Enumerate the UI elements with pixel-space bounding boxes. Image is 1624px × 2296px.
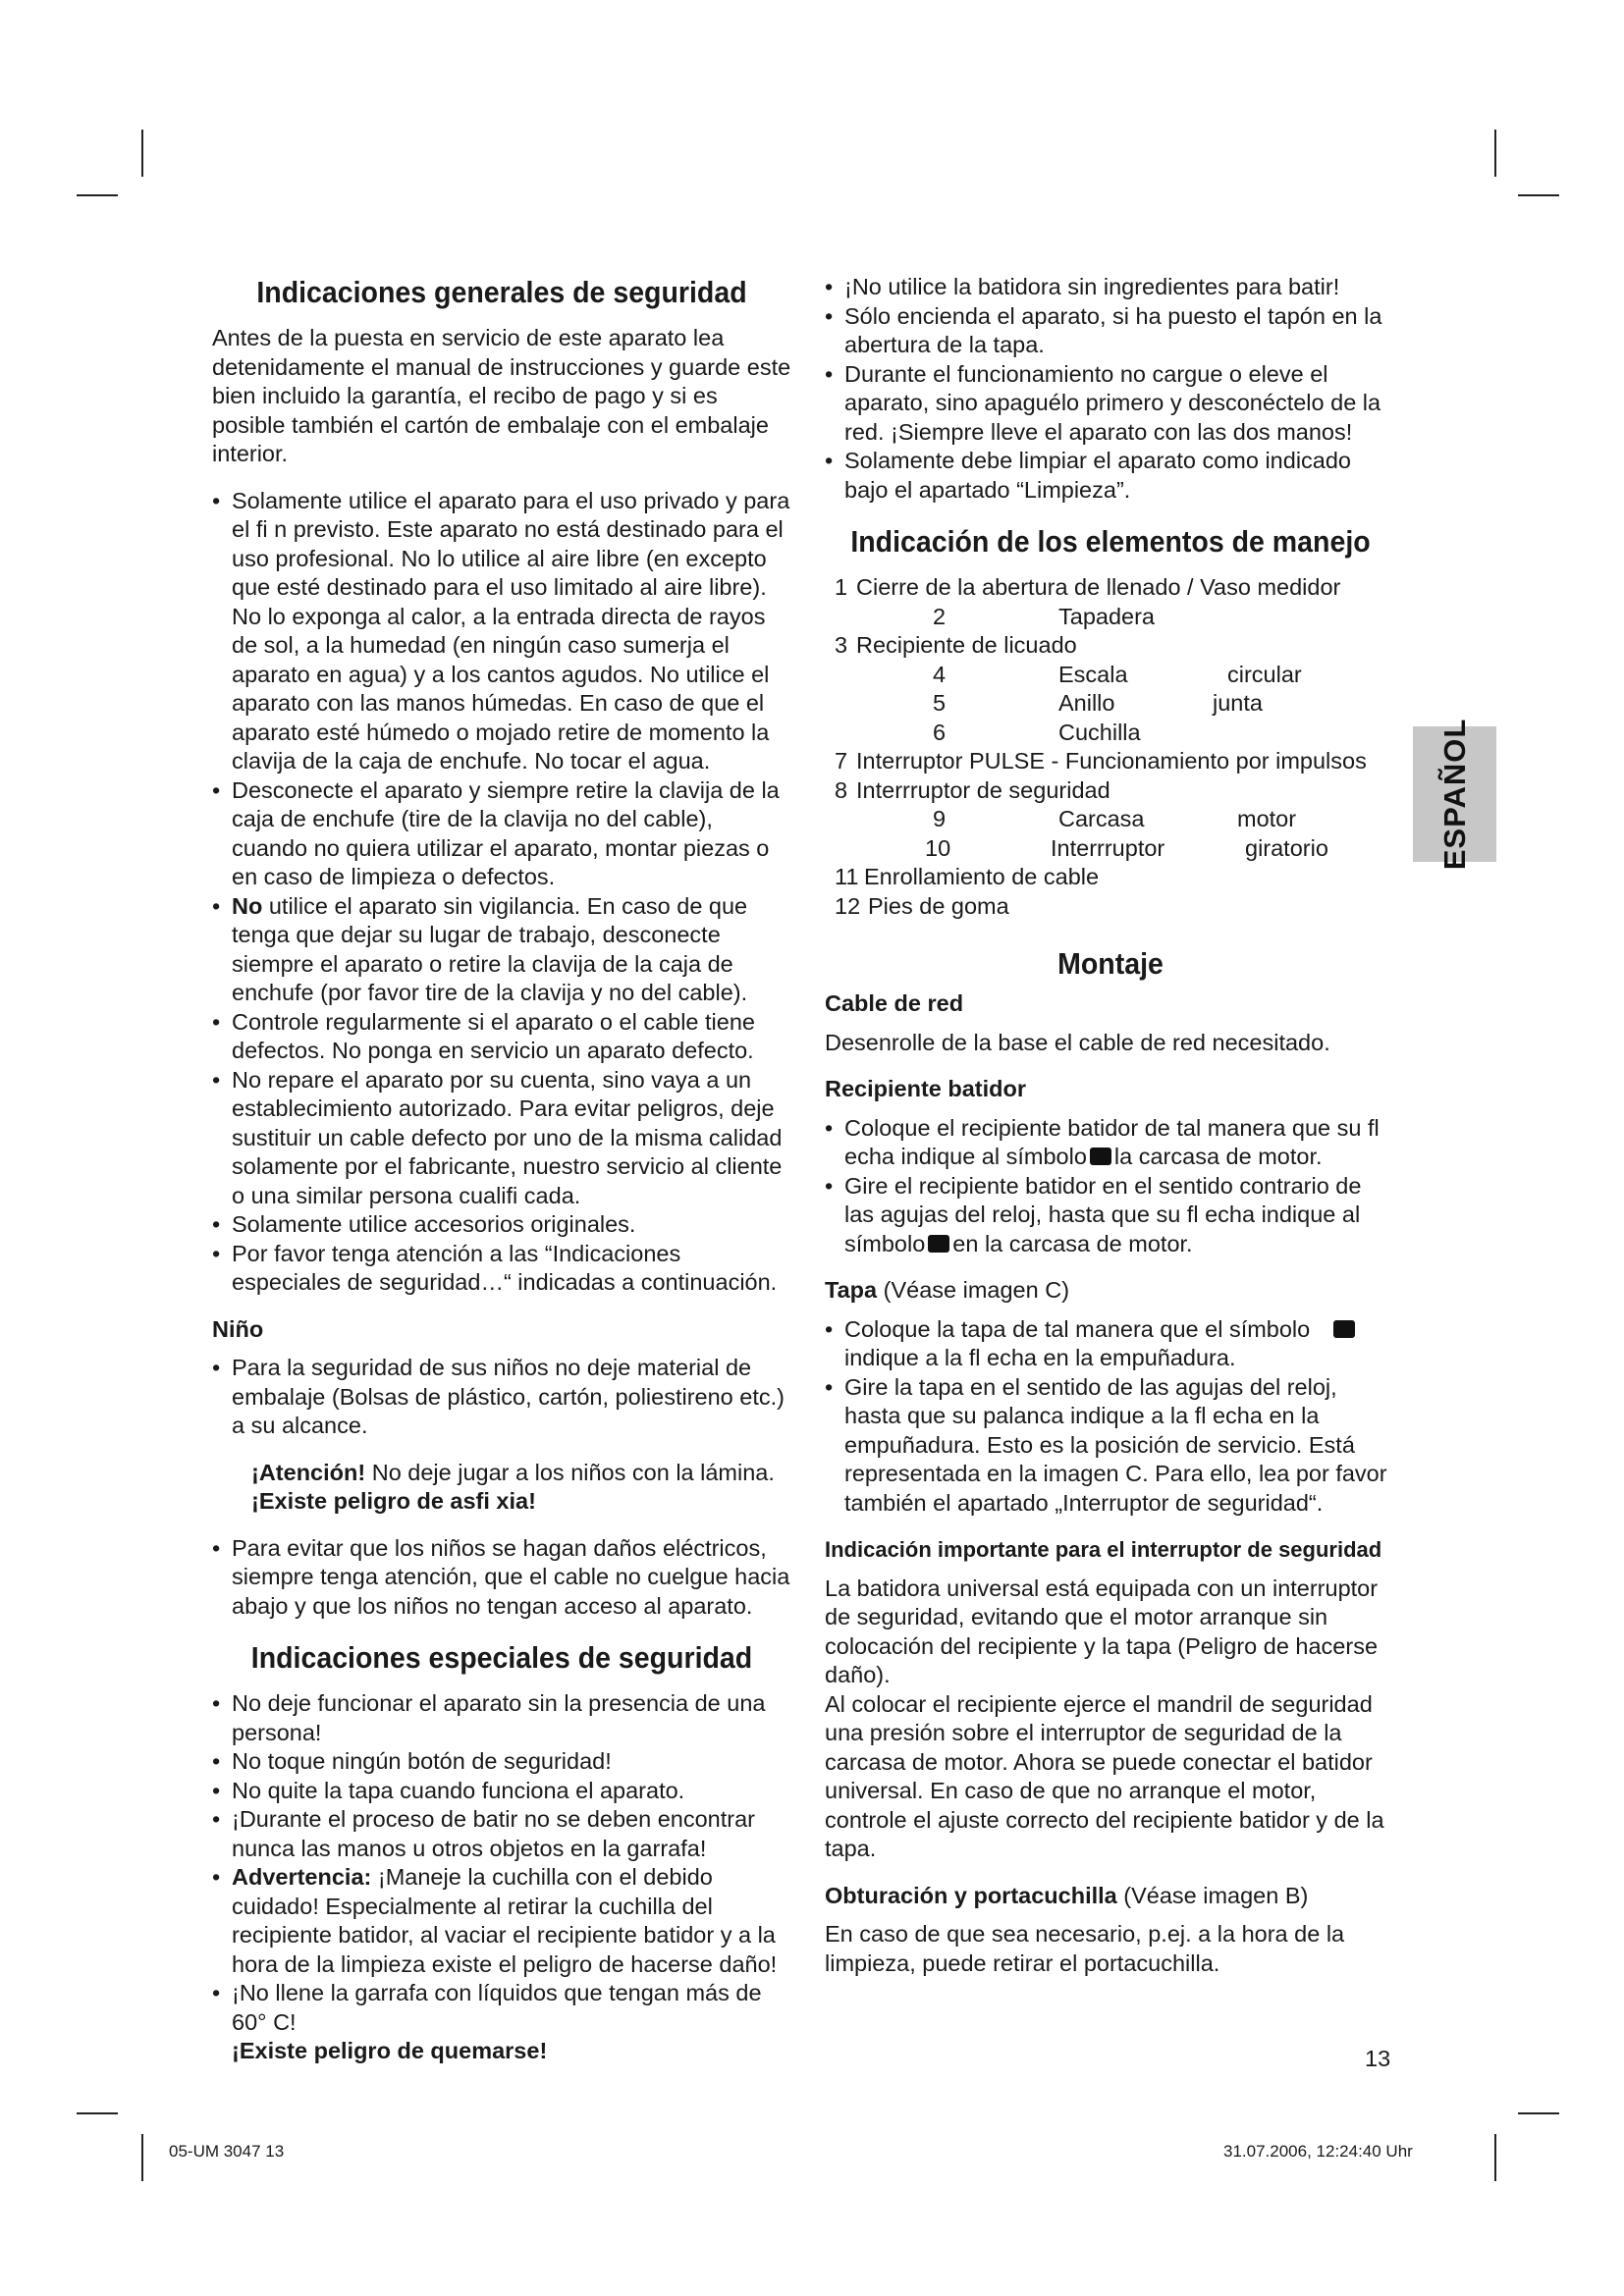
unlock-icon — [1090, 1148, 1111, 1165]
list-item: • Desconecte el aparato y siempre retire la clavija de la caja de enchufe (tire de la clavija no del cable), cuando no quiera utilizar el aparato, montar piezas o en caso de limpieza o defectos. — [212, 776, 791, 892]
cable-text: Desenrolle de la base el cable de red necesitado. — [825, 1029, 1330, 1055]
tapa-list — [825, 1315, 1396, 1519]
list-item: • ¡No utilice la batidora sin ingredientes para batir! — [825, 273, 1396, 302]
list-item: • Por favor tenga atención a las “Indicaciones especiales de seguridad…“ indicadas a continuación. — [212, 1240, 791, 1298]
list-item: • Para la seguridad de sus niños no deje material de embalaje (Bolsas de plástico, cartón, poliestireno etc.) a su alcance. — [212, 1354, 791, 1441]
bold-no: No — [232, 892, 263, 919]
list-item: • No repare el aparato por su cuenta, sino vaya a un establecimiento autorizado. Para evitar peligros, deje sustituir un cable defecto por uno de la misma calidad solamente por el fabricante, nuestro servicio al cliente o una similar persona cualifi cada. — [212, 1066, 791, 1211]
crop-mark — [1494, 2134, 1496, 2181]
special-safety-title: Indicaciones especiales de seguridad — [250, 1640, 753, 1675]
right-column — [825, 273, 1396, 1996]
child-list-2 — [212, 1534, 791, 1622]
crop-mark — [77, 194, 118, 196]
crop-mark — [1518, 2112, 1559, 2114]
child-title: Niño — [212, 1315, 264, 1342]
general-safety-list — [212, 487, 791, 1298]
list-item: • Coloque la tapa de tal manera que el símboloindique a la fl echa en la empuñadura. — [825, 1315, 1396, 1373]
parts-row: 2 Tapadera — [933, 603, 1155, 629]
obturation-heading: Obturación y portacuchilla (Véase imagen B) — [825, 1882, 1309, 1908]
list-item: • ¡Durante el proceso de batir no se deben encontrar nunca las manos u otros objetos en la garrafa! — [212, 1805, 791, 1863]
language-tab: ESPAÑOL — [1413, 726, 1496, 862]
list-item: • Solamente utilice accesorios originales. — [212, 1210, 791, 1240]
parts-row: 6 Cuchilla — [933, 719, 1141, 745]
list-item: • Advertencia: ¡Maneje la cuchilla con el debido cuidado! Especialmente al retirar la cuchilla del recipiente batidor, al vaciar el recipiente batidor y a la hora de la limpieza existe el peligro de hacerse daño! — [212, 1863, 791, 1979]
crop-mark — [141, 2134, 143, 2181]
list-item: • Controle regularmente si el aparato o el cable tiene defectos. No ponga en servicio un aparato defecto. — [212, 1008, 791, 1066]
special-safety-list — [212, 1689, 791, 2066]
montaje-title: Montaje — [1057, 946, 1164, 981]
general-safety-title: Indicaciones generales de seguridad — [256, 275, 747, 309]
crop-mark — [1518, 194, 1559, 196]
parts-row: 7 Interruptor PULSE - Funcionamiento por impulsos — [835, 748, 1367, 774]
parts-row: 5 Anillo junta — [933, 690, 1263, 716]
list-item: • No utilice el aparato sin vigilancia. En caso de que tenga que dejar su lugar de trabajo, desconecte siempre el aparato o retire la clavija de la caja de enchufe (por favor tire de la clavija y no del cable). — [212, 892, 791, 1008]
top-safety-list — [825, 273, 1396, 505]
crop-mark — [141, 130, 143, 177]
left-column — [212, 273, 791, 2084]
footer-left: 05-UM 3047 13 — [169, 2142, 285, 2161]
parts-row: 11 Enrollamiento de cable — [835, 864, 1100, 889]
parts-row: 12 Pies de goma — [835, 892, 1009, 919]
list-item: • ¡No llene la garrafa con líquidos que tengan más de 60° C! ¡Existe peligro de quemarse! — [212, 1979, 791, 2066]
lock-icon — [928, 1235, 949, 1253]
page-number: 13 — [1365, 2046, 1391, 2071]
list-item: • Gire el recipiente batidor en el sentido contrario de las agujas del reloj, hasta que su fl echa indique al símbolo en la carcasa de motor. — [825, 1172, 1396, 1259]
parts-title: Indicación de los elementos de manejo — [850, 524, 1371, 559]
parts-row: 10 Interrruptor giratorio — [925, 834, 1328, 861]
list-item: • Sólo encienda el aparato, si ha puesto el tapón en la abertura de la tapa. — [825, 302, 1396, 360]
parts-row: 1 Cierre de la abertura de llenado / Vaso medidor — [835, 574, 1341, 600]
crop-mark — [77, 2112, 118, 2114]
crop-mark — [1494, 130, 1496, 177]
list-item: • Para evitar que los niños se hagan daños eléctricos, siempre tenga atención, que el cable no cuelgue hacia abajo y que los niños no tengan acceso al aparato. — [212, 1534, 791, 1622]
parts-row: 9 Carcasa motor — [933, 806, 1297, 831]
parts-row: 4 Escala circular — [933, 661, 1302, 687]
tapa-heading: Tapa (Véase imagen C) — [825, 1277, 1070, 1303]
list-item: • No quite la tapa cuando funciona el aparato. — [212, 1777, 791, 1806]
list-item: • No toque ningún botón de seguridad! — [212, 1747, 791, 1777]
safety-switch-title: Indicación importante para el interruptor de seguridad — [825, 1537, 1382, 1562]
obturation-text: En caso de que sea necesario, p.ej. a la hora de la limpieza, puede retirar el portacuchilla. — [825, 1921, 1345, 1976]
cable-title: Cable de red — [825, 990, 964, 1016]
list-item: • Solamente utilice el aparato para el uso privado y para el fi n previsto. Este aparato no está destinado para el uso profesional. No lo utilice al aire libre (en excepto que esté destinado para el uso limitado al aire libre). No lo exponga al calor, a la entrada directa de rayos de sol, a la humedad (en ningún caso sumerja el aparato en agua) y a los cantos agudos. No utilice el aparato con las manos húmedas. En caso de que el aparato esté húmedo o mojado retire de momento la clavija de la caja de enchufe. No tocar el agua. — [212, 487, 791, 776]
general-safety-intro: Antes de la puesta en servicio de este aparato lea detenidamente el manual de instrucciones y guarde este bien incluido la garantía, el recibo de pago y si es posible también el cartón de embalaje con el embalaje interior. — [212, 325, 791, 466]
parts-row: 3 Recipiente de licuado — [835, 632, 1077, 658]
list-item: • No deje funcionar el aparato sin la presencia de una persona! — [212, 1689, 791, 1747]
recipient-list — [825, 1114, 1396, 1259]
unlock-icon — [1333, 1320, 1355, 1338]
parts-row: 8 Interrruptor de seguridad — [835, 776, 1110, 803]
list-item: • Durante el funcionamiento no cargue o eleve el aparato, sino apaguélo primero y desconéctelo de la red. ¡Siempre lleve el aparato con las dos manos! — [825, 360, 1396, 448]
safety-switch-text: La batidora universal está equipada con un interruptor de seguridad, evitando que el motor arranque sin colocación del recipiente y la tapa (Peligro de hacerse daño). Al colocar el recipiente ejerce el mandril de seguridad una presión sobre el interruptor de seguridad de la carcasa de motor. Ahora se puede conectar el batidor universal. En caso de que no arranque el motor, controle el ajuste correcto del recipiente batidor y de la tapa. — [825, 1575, 1384, 1861]
recipient-title: Recipiente batidor — [825, 1076, 1027, 1101]
child-warning: ¡Atención! No deje jugar a los niños con la lámina. ¡Existe peligro de asfi xia! — [251, 1459, 775, 1514]
parts-list — [835, 573, 1396, 921]
child-list-1 — [212, 1354, 791, 1441]
list-item: • Gire la tapa en el sentido de las agujas del reloj, hasta que su palanca indique a la fl echa en la empuñadura. Esto es la posición de servicio. Está representada en la imagen C. Para ello, lea por favor también el apartado „Interruptor de seguridad“. — [825, 1373, 1396, 1519]
footer-right: 31.07.2006, 12:24:40 Uhr — [1223, 2142, 1413, 2161]
list-item: • Solamente debe limpiar el aparato como indicado bajo el apartado “Limpieza”. — [825, 447, 1396, 505]
list-item: • Coloque el recipiente batidor de tal manera que su fl echa indique al símbolo la carcasa de motor. — [825, 1114, 1396, 1172]
